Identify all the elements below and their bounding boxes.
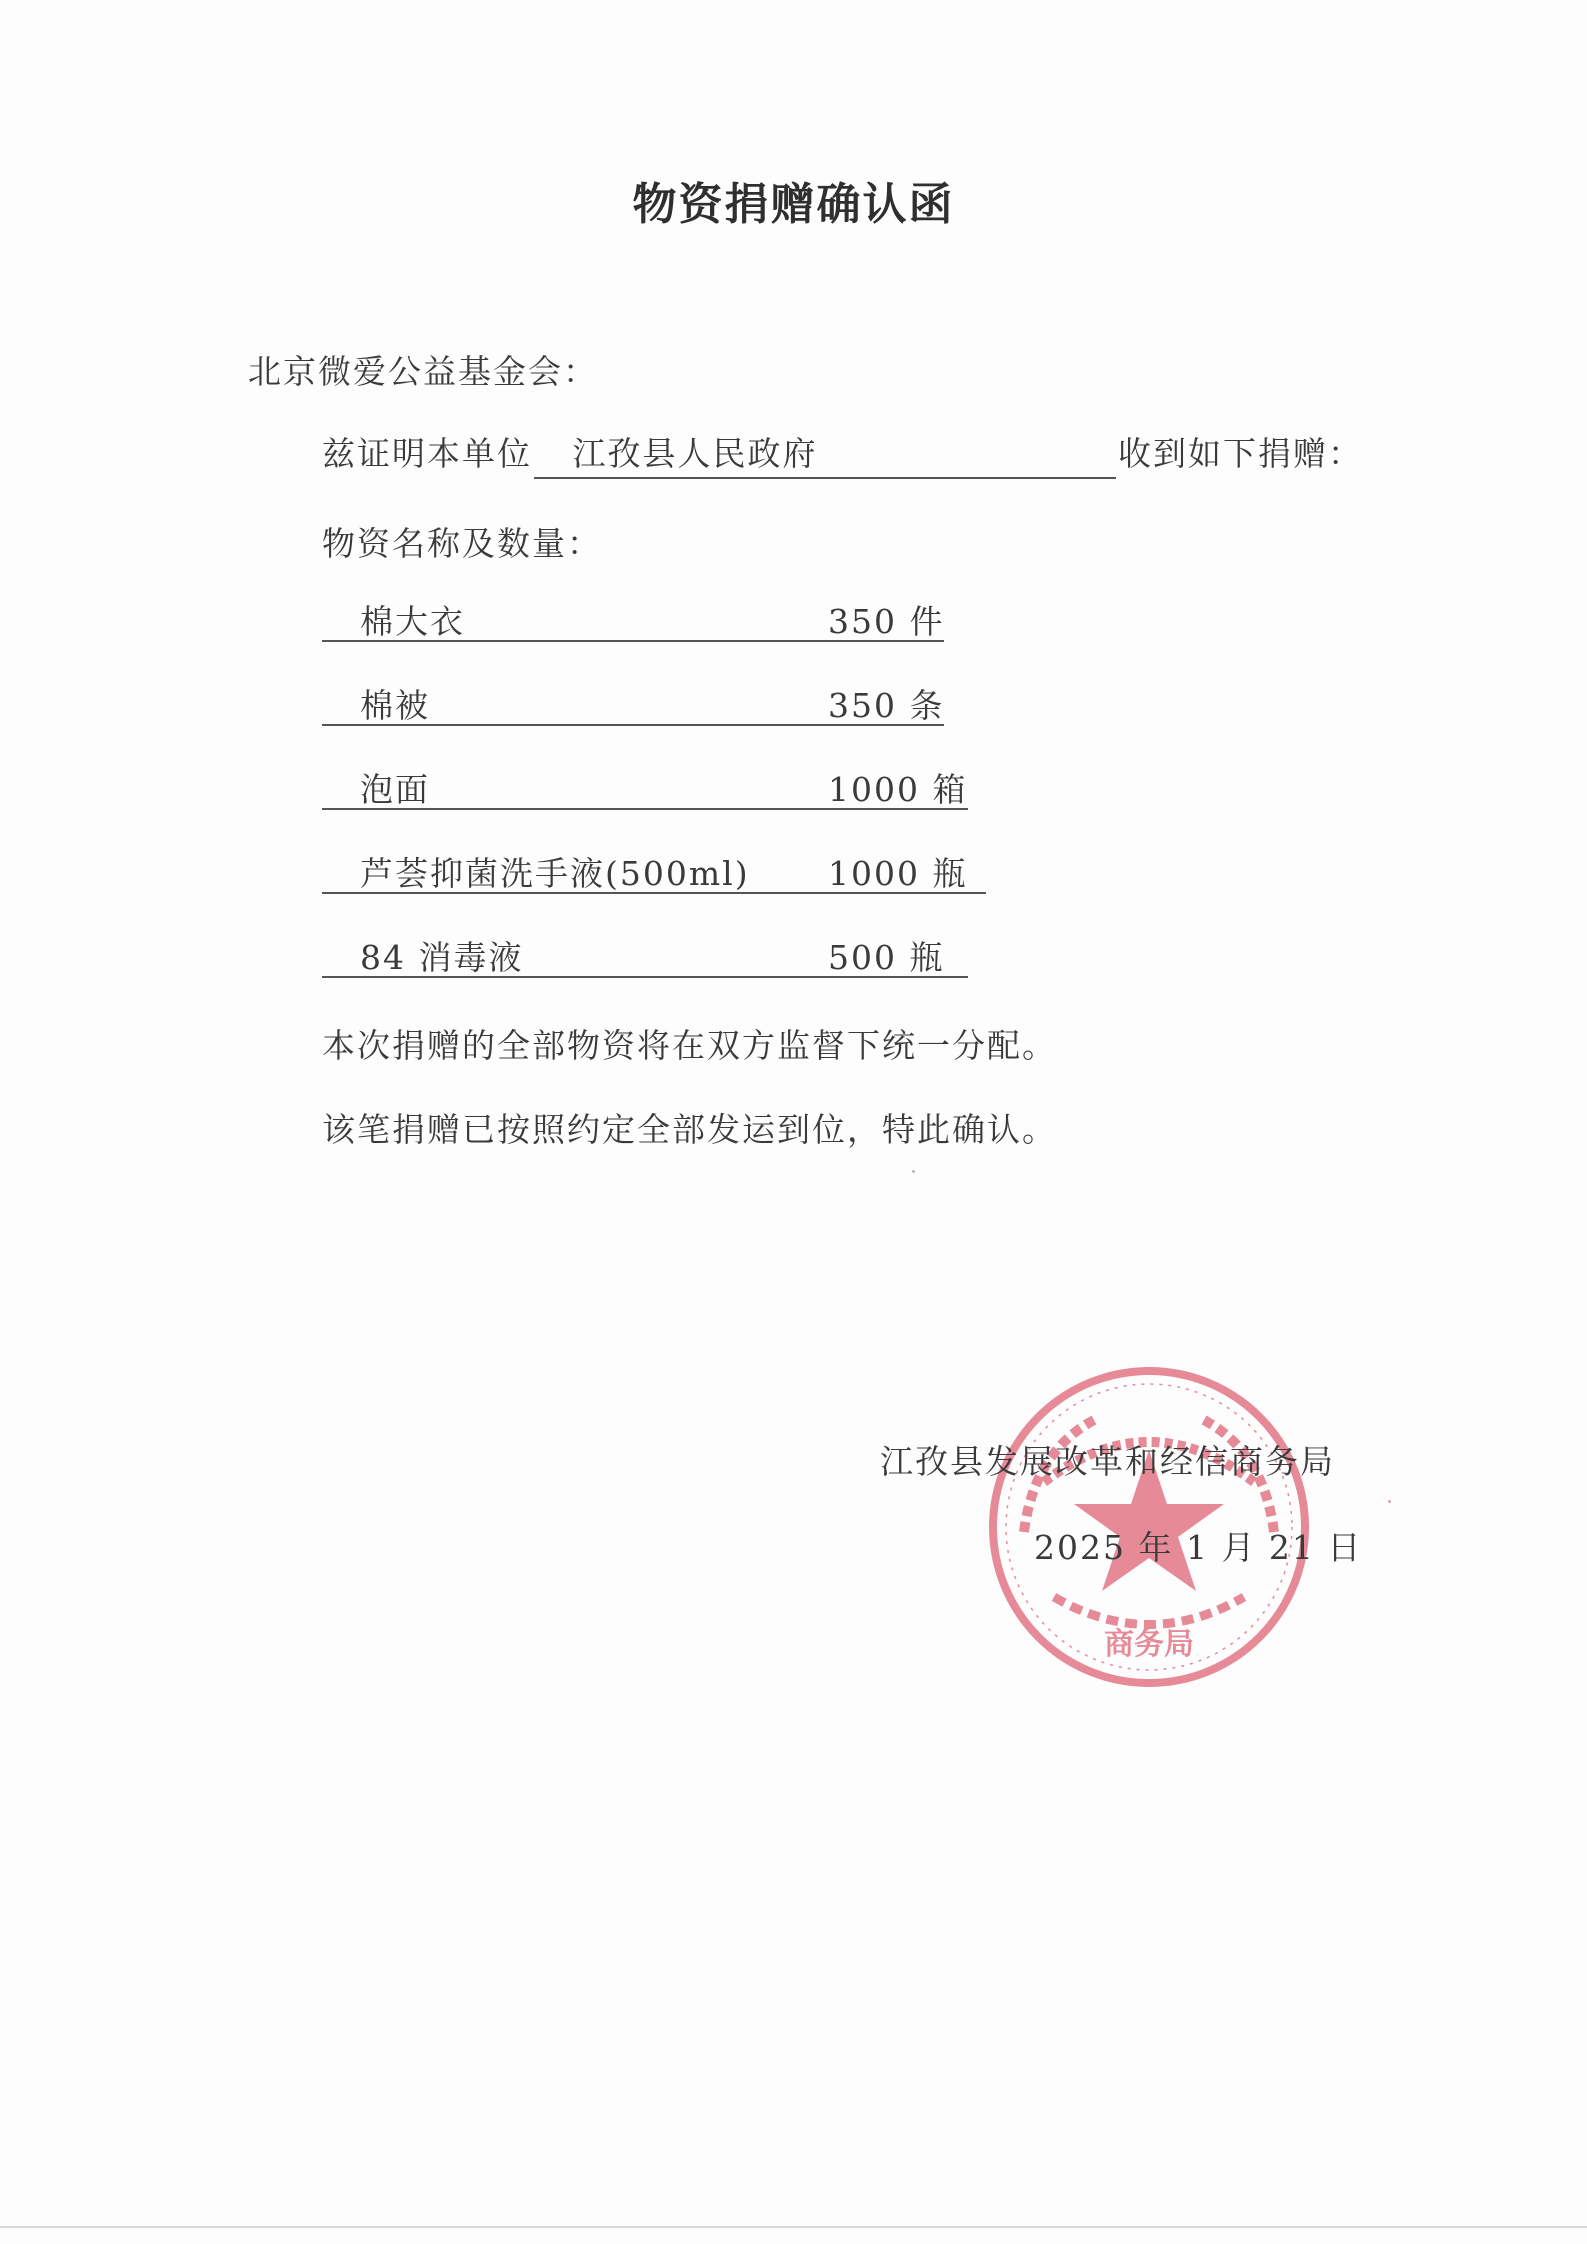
certification-line [322,428,1363,479]
item-name: 泡面 [360,770,430,809]
page-title: 物资捐赠确认函 [632,179,955,230]
item-quantity: 1000 箱 [828,770,968,809]
item-name: 芦荟抑菌洗手液(500ml) [360,854,750,893]
scan-speck [1388,1500,1391,1503]
item-name: 84 消毒液 [360,938,524,977]
signer-organization: 江孜县发展改革和经信商务局 [880,1442,1335,1481]
materials-heading: 物资名称及数量： [322,524,602,563]
seal-text: 商务局 [1104,1627,1194,1662]
certify-suffix: 收到如下捐赠： [1118,434,1363,473]
item-name: 棉大衣 [360,602,465,641]
recipient-line: 北京微爱公益基金会： [248,352,598,391]
certify-prefix: 兹证明本单位 [322,434,532,473]
confirmation-note: 该笔捐赠已按照约定全部发运到位，特此确认。 [322,1110,1057,1149]
letter-date: 2025 年 1 月 21 日 [1034,1528,1363,1567]
item-quantity: 350 件 [828,602,945,641]
distribution-note: 本次捐赠的全部物资将在双方监督下统一分配。 [322,1026,1057,1065]
scan-edge [0,2226,1587,2228]
item-quantity: 500 瓶 [828,938,945,977]
scan-speck [912,1170,915,1173]
item-quantity: 1000 瓶 [828,854,968,893]
unit-name: 江孜县人民政府 [572,434,818,473]
unit-name-blank [534,428,1116,479]
item-quantity: 350 条 [828,686,945,725]
item-name: 棉被 [360,686,430,725]
